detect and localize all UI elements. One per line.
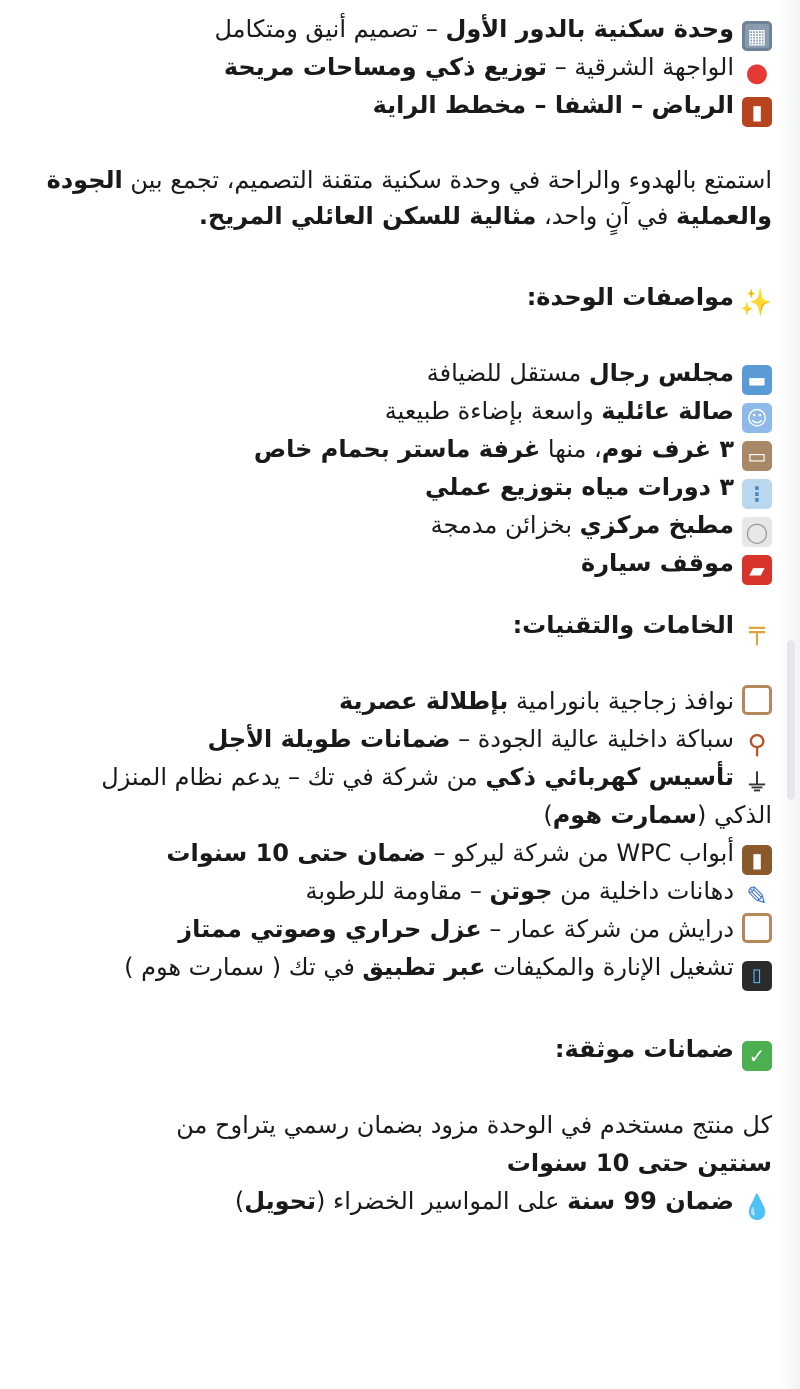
spec-item-bold: موقف سيارة	[581, 549, 734, 577]
materials-heading	[20, 606, 772, 644]
spacer	[20, 986, 772, 1030]
guarantee-text-1: كل منتج مستخدم في الوحدة مزود بضمان رسمي يتراوح من	[176, 1111, 772, 1139]
material-item	[20, 834, 772, 872]
spec-item	[20, 506, 772, 544]
material-item-bold: ضمان حتى 10 سنوات	[166, 839, 426, 867]
spec-item	[20, 544, 772, 582]
guarantee-bold-tahweel: تحويل	[244, 1187, 316, 1215]
intro-text-3: في آنٍ واحد،	[536, 202, 677, 230]
spacer	[20, 316, 772, 354]
bed-icon: ▭	[742, 441, 772, 471]
materials-heading-text: الخامات والتقنيات:	[512, 611, 734, 639]
electric-plug-icon: ⏚	[745, 769, 769, 797]
spec-item-bold: مطبخ مركزي	[579, 511, 734, 539]
material-item	[20, 872, 772, 910]
material-item-text: أبواب WPC من شركة ليركو –	[425, 839, 734, 867]
spec-item-bold: مجلس رجال	[588, 359, 734, 387]
side-panel-edge	[778, 0, 800, 1389]
sparkles-icon: ✨	[739, 288, 772, 318]
material-item-continued	[20, 796, 772, 834]
spec-item-text: واسعة بإضاءة طبيعية	[384, 397, 602, 425]
material-item	[20, 720, 772, 758]
cityscape-icon: ▮	[742, 97, 772, 127]
intro-bold-quality: الجودة والعملية	[46, 166, 772, 230]
material-item-text: درايش من شركة عمار –	[481, 915, 734, 943]
spec-item	[20, 392, 772, 430]
guarantee-text-3: )	[234, 1187, 245, 1215]
spec-item	[20, 468, 772, 506]
material-item-text: الذكي (	[697, 801, 772, 829]
material-item-text: من شركة في تك – يدعم نظام المنزل	[101, 763, 486, 791]
guarantee-text	[20, 1144, 772, 1182]
droplet-icon: 💧	[742, 1193, 772, 1221]
spacer	[20, 582, 772, 606]
plunger-icon: ⚲	[747, 730, 767, 760]
spec-item-text: ، منها	[540, 435, 602, 463]
material-item-text: سباكة داخلية عالية الجودة –	[450, 725, 734, 753]
intro-bold-family: مثالية للسكن العائلي المريح.	[198, 202, 537, 230]
header-line-3	[20, 86, 772, 124]
material-item-bold: تأسيس كهربائي ذكي	[485, 763, 734, 791]
spacer	[20, 1068, 772, 1106]
construction-crane-icon: ╤	[749, 616, 765, 646]
spec-item-text: مستقل للضيافة	[426, 359, 589, 387]
material-item-bold: عزل حراري وصوتي ممتاز	[178, 915, 482, 943]
material-item-bold: سمارت هوم	[552, 801, 697, 829]
guarantee-text-2: على المواسير الخضراء (	[315, 1187, 568, 1215]
guarantee-bold-range: سنتين حتى 10 سنوات	[506, 1149, 772, 1177]
round-pushpin-icon: ●	[745, 58, 769, 88]
spec-item	[20, 430, 772, 468]
spacer	[20, 124, 772, 162]
spec-item-bold: ٣ غرف نوم	[601, 435, 734, 463]
spec-item-bold-2: غرفة ماستر بحمام خاص	[253, 435, 541, 463]
header-line-2-bold: توزيع ذكي ومساحات مريحة	[223, 53, 548, 81]
mobile-phone-arrow-icon: ▯	[742, 961, 772, 991]
plate-cutlery-icon: ◯	[742, 517, 772, 547]
guarantees-heading-text: ضمانات موثقة:	[554, 1035, 734, 1063]
material-item-bold: عبر تطبيق	[362, 953, 486, 981]
window-icon	[742, 685, 772, 715]
material-item-text: نوافذ زجاجية بانورامية	[508, 687, 734, 715]
spec-item-bold: ٣ دورات مياه بتوزيع عملي	[425, 473, 734, 501]
material-item-text: )	[543, 801, 553, 829]
guarantee-text	[20, 1106, 772, 1144]
paintbrush-icon: ✎	[746, 882, 768, 912]
spec-item-text: بخزائن مدمجة	[430, 511, 580, 539]
material-item-bold: ضمانات طويلة الأجل	[207, 725, 451, 753]
material-item-text: في تك ( سمارت هوم )	[124, 953, 363, 981]
window-icon	[742, 913, 772, 943]
family-icon: ☺	[742, 403, 772, 433]
header-line-3-bold: الرياض – الشفا – مخطط الراية	[372, 91, 734, 119]
spacer	[20, 234, 772, 278]
header-line-1-bold: وحدة سكنية بالدور الأول	[445, 15, 734, 43]
specs-heading-text: مواصفات الوحدة:	[526, 283, 734, 311]
spacer	[20, 644, 772, 682]
material-item	[20, 682, 772, 720]
shower-icon: ⋮	[742, 479, 772, 509]
material-item	[20, 948, 772, 986]
material-item-bold: بإطلالة عصرية	[339, 687, 509, 715]
guarantee-item	[20, 1182, 772, 1220]
header-line-2	[20, 48, 772, 86]
door-icon: ▮	[742, 845, 772, 875]
couch-icon: ▬	[742, 365, 772, 395]
intro-paragraph	[20, 162, 772, 234]
header-line-1	[20, 10, 772, 48]
material-item-text: – مقاومة للرطوبة	[305, 877, 490, 905]
building-icon: ▦	[742, 21, 772, 51]
material-item	[20, 910, 772, 948]
intro-text-1: استمتع بالهدوء والراحة في وحدة سكنية متقنة التصميم،	[226, 166, 772, 194]
header-line-1-text: – تصميم أنيق ومتكامل	[214, 15, 446, 43]
material-item-text: تشغيل الإنارة والمكيفات	[485, 953, 734, 981]
material-item-text: دهانات داخلية من	[552, 877, 734, 905]
intro-text-2: تجمع بين	[122, 166, 227, 194]
car-icon: ▰	[742, 555, 772, 585]
guarantees-heading	[20, 1030, 772, 1068]
message-body	[20, 0, 772, 1220]
material-item-bold: جوتن	[489, 877, 553, 905]
spec-item	[20, 354, 772, 392]
check-mark-button-icon: ✓	[742, 1041, 772, 1071]
guarantee-bold-99: ضمان 99 سنة	[567, 1187, 734, 1215]
material-item	[20, 758, 772, 796]
spec-item-bold: صالة عائلية	[601, 397, 734, 425]
header-line-2-text: الواجهة الشرقية –	[547, 53, 734, 81]
specs-heading	[20, 278, 772, 316]
